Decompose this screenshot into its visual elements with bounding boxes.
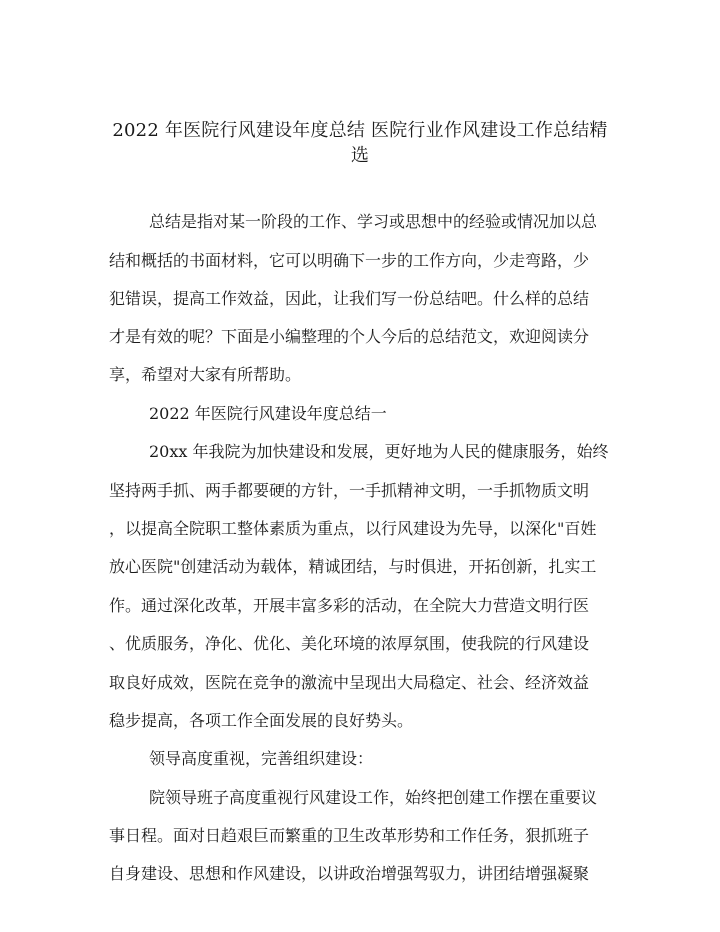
body-line: 稳步提高，各项工作全面发展的良好势头。 bbox=[109, 711, 414, 730]
body-line: 取良好成效，医院在竞争的激流中呈现出大局稳定、社会、经济效益 bbox=[109, 673, 590, 692]
body-line: 总结是指对某一阶段的工作、学习或思想中的经验或情况加以总 bbox=[149, 212, 598, 231]
body-line: 犯错误，提高工作效益，因此，让我们写一份总结吧。什么样的总结 bbox=[109, 289, 590, 308]
section-heading: 领导高度重视，完善组织建设： bbox=[149, 749, 374, 768]
body-line: 、优质服务，净化、优化、美化环境的浓厚氛围，使我院的行风建设 bbox=[109, 634, 590, 653]
title-line-1: 2022 年医院行风建设年度总结 医院行业作风建设工作总结精 bbox=[112, 120, 608, 141]
body-line: 作。通过深化改革，开展丰富多彩的活动，在全院大力营造文明行医 bbox=[109, 596, 590, 615]
body-line: 放心医院"创建活动为载体，精诚团结，与时俱进，开拓创新，扎实工 bbox=[109, 557, 597, 576]
body-line: 自身建设、思想和作风建设，以讲政治增强驾驭力，讲团结增强凝聚 bbox=[109, 864, 590, 883]
body-line: 结和概括的书面材料，它可以明确下一步的工作方向，少走弯路，少 bbox=[109, 251, 590, 270]
body-line: 20xx 年我院为加快建设和发展，更好地为人民的健康服务，始终 bbox=[149, 442, 609, 461]
title-line-2: 选 bbox=[350, 145, 370, 166]
body-line: 院领导班子高度重视行风建设工作，始终把创建工作摆在重要议 bbox=[149, 788, 598, 807]
body-line: 才是有效的呢？下面是小编整理的个人今后的总结范文，欢迎阅读分 bbox=[109, 327, 590, 346]
body-line: ，以提高全院职工整体素质为重点，以行风建设为先导，以深化"百姓 bbox=[109, 519, 597, 538]
body-line: 事日程。面对日趋艰巨而繁重的卫生改革形势和工作任务，狠抓班子 bbox=[109, 826, 590, 845]
section-heading: 2022 年医院行风建设年度总结一 bbox=[149, 404, 387, 423]
body-line: 坚持两手抓、两手都要硬的方针，一手抓精神文明，一手抓物质文明 bbox=[109, 481, 590, 500]
body-line: 享，希望对大家有所帮助。 bbox=[109, 365, 302, 384]
